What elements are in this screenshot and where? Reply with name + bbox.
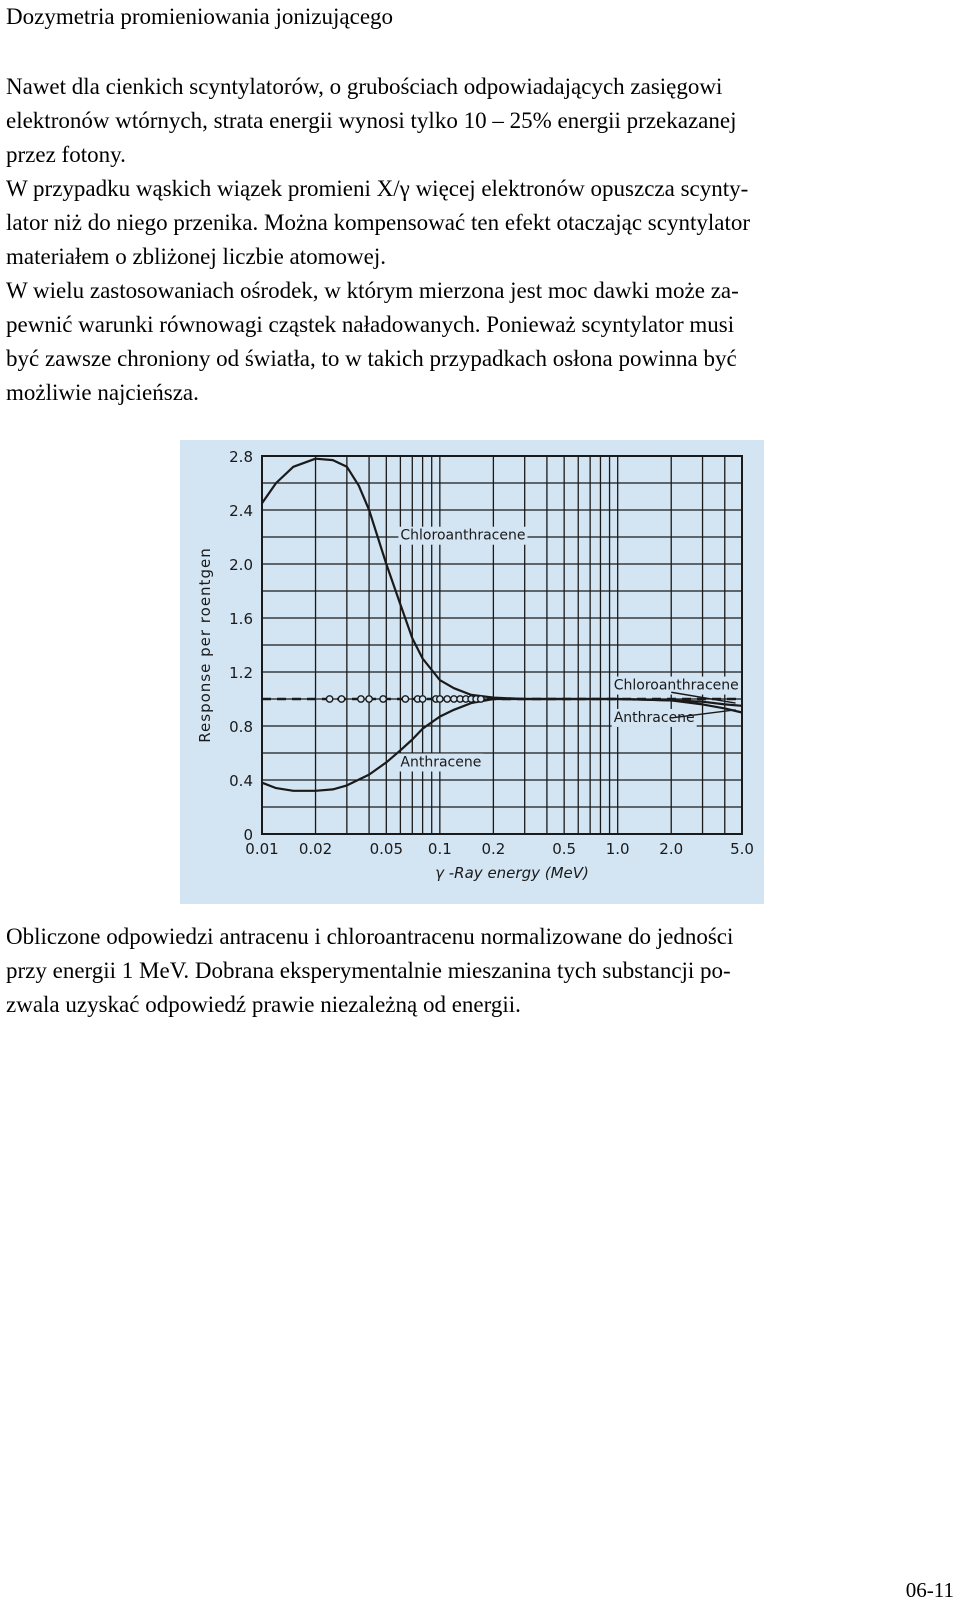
data-point-marker	[358, 696, 364, 702]
figure-caption	[6, 920, 954, 1022]
y-tick-label: 2.0	[229, 556, 253, 574]
x-tick-label: 0.1	[427, 840, 452, 858]
series-annotation: Anthracene	[613, 709, 695, 726]
text-line: W przypadku wąskich wiązek promieni X/γ więcej elektronów opuszcza scynty-	[6, 176, 749, 201]
x-tick-label: 0.2	[481, 840, 506, 858]
caption-line: Obliczone odpowiedzi antracenu i chloroantracenu normalizowane do jedności	[6, 924, 734, 949]
x-tick-label: 5.0	[730, 840, 754, 858]
y-tick-label: 1.2	[229, 664, 253, 682]
x-tick-label: 0.01	[245, 840, 279, 858]
text-line: być zawsze chroniony od światła, to w takich przypadkach osłona powinna być	[6, 346, 737, 371]
data-point-marker	[366, 696, 372, 702]
series-annotation: Chloroanthracene	[613, 677, 739, 694]
caption-line: zwala uzyskać odpowiedź prawie niezależną od energii.	[6, 992, 521, 1017]
text-line: pewnić warunki równowagi cząstek naładowanych. Ponieważ scyntylator musi	[6, 312, 735, 337]
y-axis-label: Response per roentgen	[196, 547, 214, 743]
x-axis-label: γ -Ray energy (MeV)	[435, 864, 589, 882]
y-tick-label: 0.8	[229, 718, 253, 736]
x-tick-label: 0.02	[298, 840, 333, 858]
body-text-top	[6, 70, 954, 410]
caption-line: przy energii 1 MeV. Dobrana eksperymentalnie mieszanina tych substancji po-	[6, 958, 731, 983]
data-point-marker	[326, 696, 332, 702]
y-tick-label: 2.8	[229, 448, 253, 466]
page-header: Dozymetria promieniowania jonizującego	[6, 4, 394, 29]
series-line-chloroanthracene	[262, 459, 742, 706]
data-point-marker	[380, 696, 386, 702]
y-tick-label: 1.6	[229, 610, 253, 628]
data-point-marker	[402, 696, 408, 702]
text-line: W wielu zastosowaniach ośrodek, w którym mierzona jest moc dawki może za-	[6, 278, 739, 303]
data-point-marker	[451, 696, 457, 702]
text-line: przez fotony.	[6, 142, 126, 167]
text-line: Nawet dla cienkich scyntylatorów, o grubościach odpowiadających zasięgowi	[6, 74, 723, 99]
data-point-marker	[419, 696, 425, 702]
data-point-marker	[478, 696, 484, 702]
response-chart-figure	[180, 440, 764, 904]
data-point-marker	[437, 696, 443, 702]
x-tick-label: 1.0	[605, 840, 630, 858]
y-tick-label: 2.4	[229, 502, 253, 520]
x-tick-label: 0.05	[369, 840, 404, 858]
text-line: elektronów wtórnych, strata energii wynosi tylko 10 – 25% energii przekazanej	[6, 108, 737, 133]
y-tick-label: 0.4	[229, 772, 253, 790]
text-line: lator niż do niego przenika. Można kompensować ten efekt otaczając scyntylator	[6, 210, 751, 235]
response-chart	[180, 440, 764, 904]
data-point-marker	[444, 696, 450, 702]
series-annotation: Chloroanthracene	[400, 527, 526, 544]
y-tick-label: 0	[243, 826, 253, 844]
page-number: 06-11	[905, 1578, 954, 1602]
x-tick-label: 0.5	[552, 840, 577, 858]
data-point-marker	[338, 696, 344, 702]
x-tick-label: 2.0	[659, 840, 684, 858]
series-annotation: Anthracene	[400, 754, 482, 771]
text-line: możliwie najcieńsza.	[6, 380, 199, 405]
text-line: materiałem o zbliżonej liczbie atomowej.	[6, 244, 386, 269]
